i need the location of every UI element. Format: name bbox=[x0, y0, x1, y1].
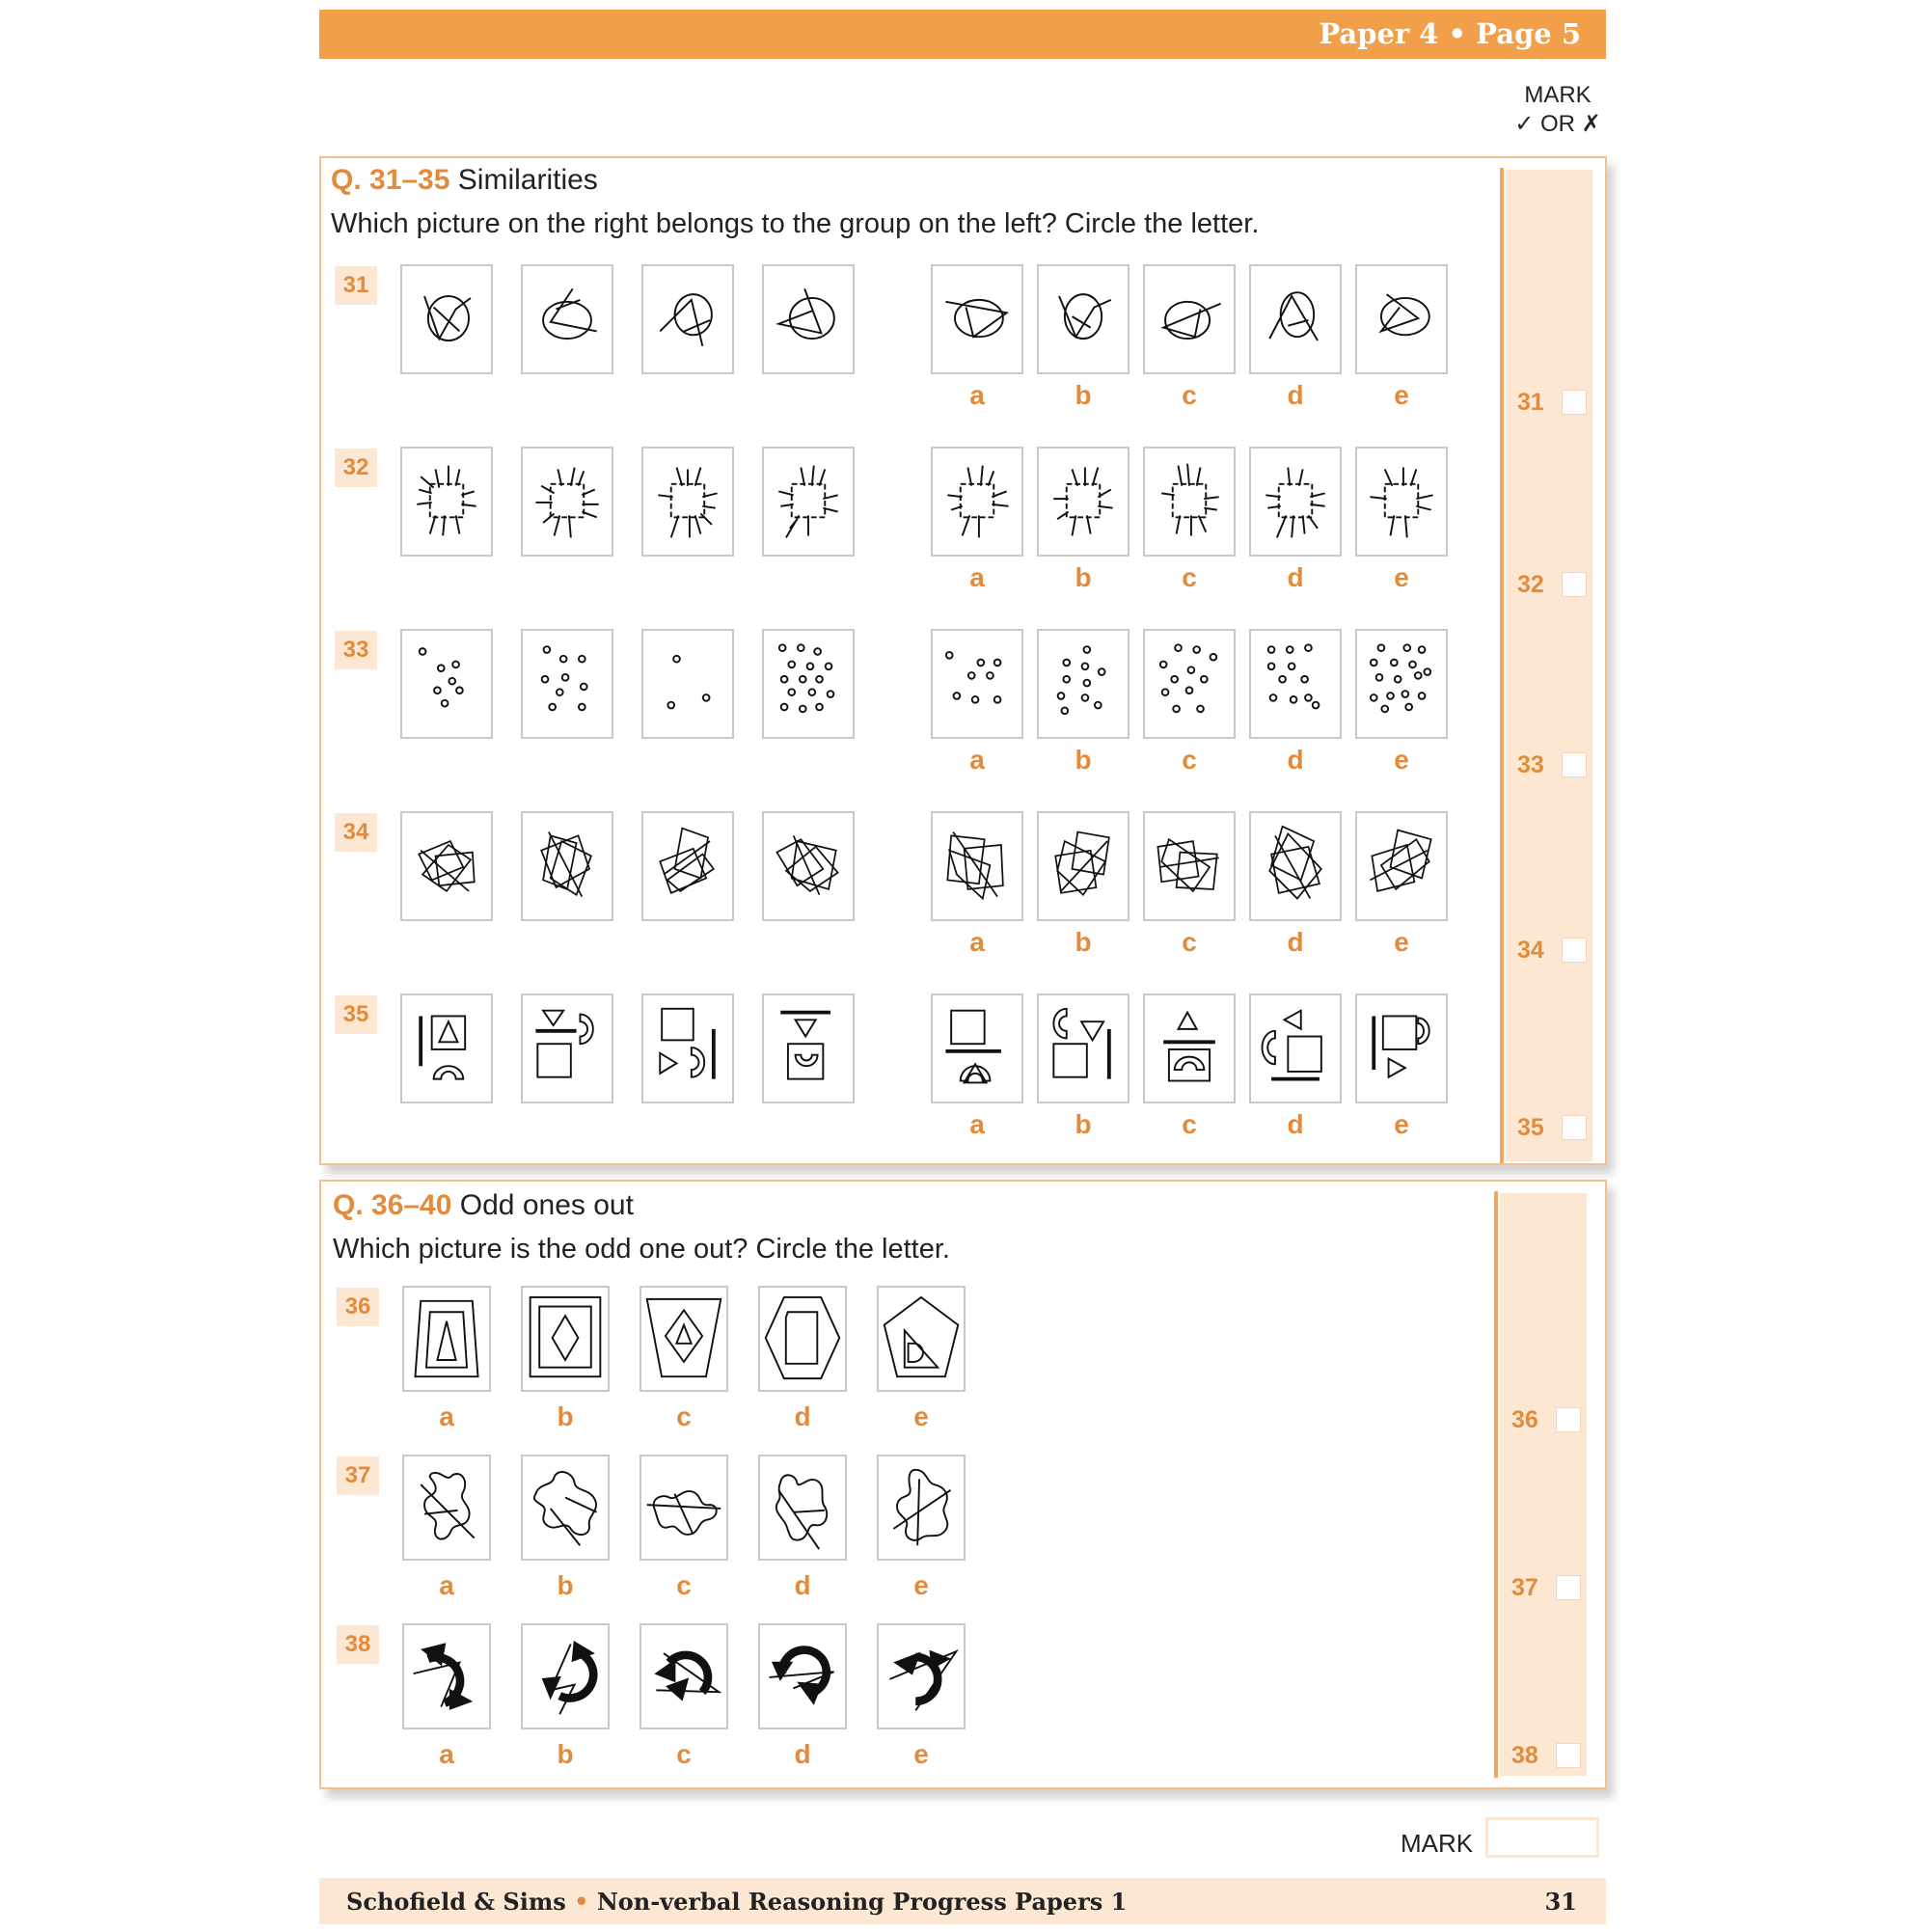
mark-item-33 bbox=[1517, 750, 1587, 779]
q32-group-figure-3 bbox=[641, 447, 734, 557]
q32-option-d[interactable] bbox=[1249, 447, 1342, 557]
section-name: Odd ones out bbox=[459, 1189, 634, 1221]
q33-option-c[interactable] bbox=[1143, 629, 1236, 739]
mark-strip bbox=[1506, 170, 1592, 1161]
mark-strip-divider bbox=[1500, 168, 1504, 1163]
q36-option-a[interactable] bbox=[402, 1286, 491, 1392]
q35-letter-a[interactable]: a bbox=[969, 1109, 985, 1139]
q31-letter-d[interactable]: d bbox=[1287, 380, 1304, 410]
q36-letter-e[interactable]: e bbox=[913, 1401, 929, 1431]
odd-ones-out-section bbox=[319, 1180, 1607, 1789]
mark-number: 36 bbox=[1511, 1405, 1538, 1433]
q34-option-b[interactable] bbox=[1037, 811, 1129, 921]
mark-checkbox-38[interactable] bbox=[1556, 1743, 1581, 1768]
q37-letter-c[interactable]: c bbox=[676, 1570, 692, 1600]
q34-group-figure-4 bbox=[762, 811, 855, 921]
q38-letter-a[interactable]: a bbox=[439, 1739, 454, 1769]
q32-letter-a[interactable]: a bbox=[969, 562, 985, 592]
section-range: Q. 31–35 bbox=[331, 164, 450, 196]
header-bar bbox=[319, 10, 1606, 59]
section-title bbox=[333, 1189, 634, 1222]
mark-number: 32 bbox=[1517, 570, 1544, 598]
mark-column-heading bbox=[1505, 81, 1611, 139]
mark-item-34 bbox=[1517, 936, 1587, 965]
q31-option-c[interactable] bbox=[1143, 264, 1236, 374]
q37-option-d[interactable] bbox=[758, 1455, 847, 1561]
mark-strip-divider bbox=[1494, 1191, 1498, 1778]
section-title bbox=[331, 164, 598, 197]
q33-option-a[interactable] bbox=[931, 629, 1023, 739]
section-name: Similarities bbox=[457, 164, 598, 196]
question-number-32: 32 bbox=[335, 449, 377, 487]
q36-option-e[interactable] bbox=[877, 1286, 966, 1392]
section-range: Q. 36–40 bbox=[333, 1189, 452, 1221]
q37-option-e[interactable] bbox=[877, 1455, 966, 1561]
q33-option-e[interactable] bbox=[1355, 629, 1448, 739]
mark-item-36 bbox=[1511, 1405, 1581, 1434]
mark-checkbox-35[interactable] bbox=[1562, 1115, 1587, 1140]
mark-item-35 bbox=[1517, 1113, 1587, 1142]
q32-option-a[interactable] bbox=[931, 447, 1023, 557]
q38-option-b[interactable] bbox=[521, 1623, 610, 1729]
q37-option-c[interactable] bbox=[639, 1455, 728, 1561]
q32-letter-d[interactable]: d bbox=[1287, 562, 1304, 592]
q31-letter-b[interactable]: b bbox=[1075, 380, 1092, 410]
q32-letter-b[interactable]: b bbox=[1075, 562, 1092, 592]
q34-option-c[interactable] bbox=[1143, 811, 1236, 921]
mark-strip bbox=[1500, 1193, 1587, 1776]
q32-group-figure-2 bbox=[521, 447, 613, 557]
mark-checkbox-34[interactable] bbox=[1562, 938, 1587, 963]
question-number-31: 31 bbox=[335, 266, 377, 305]
q37-letter-b[interactable]: b bbox=[557, 1570, 574, 1600]
mark-number: 38 bbox=[1511, 1741, 1538, 1769]
q31-group-figure-4 bbox=[762, 264, 855, 374]
q31-letter-e[interactable]: e bbox=[1394, 380, 1409, 410]
q38-letter-d[interactable]: d bbox=[794, 1739, 811, 1769]
q35-option-c[interactable] bbox=[1143, 993, 1236, 1103]
footer-book-title: Non-verbal Reasoning Progress Papers 1 bbox=[596, 1888, 1128, 1916]
q33-option-d[interactable] bbox=[1249, 629, 1342, 739]
q34-option-d[interactable] bbox=[1249, 811, 1342, 921]
q35-letter-e[interactable]: e bbox=[1394, 1109, 1409, 1139]
q33-group-figure-3 bbox=[641, 629, 734, 739]
q32-option-e[interactable] bbox=[1355, 447, 1448, 557]
q34-letter-d[interactable]: d bbox=[1287, 927, 1304, 957]
q35-option-d[interactable] bbox=[1249, 993, 1342, 1103]
mark-item-37 bbox=[1511, 1573, 1581, 1602]
q34-group-figure-2 bbox=[521, 811, 613, 921]
q34-group-figure-3 bbox=[641, 811, 734, 921]
q33-letter-c[interactable]: c bbox=[1182, 745, 1197, 775]
q31-option-b[interactable] bbox=[1037, 264, 1129, 374]
q32-letter-c[interactable]: c bbox=[1182, 562, 1197, 592]
mark-checkbox-31[interactable] bbox=[1562, 390, 1587, 415]
mark-total-box[interactable] bbox=[1485, 1817, 1599, 1858]
q31-option-a[interactable] bbox=[931, 264, 1023, 374]
footer-separator: • bbox=[574, 1888, 589, 1916]
mark-number: 31 bbox=[1517, 388, 1544, 416]
mark-checkbox-33[interactable] bbox=[1562, 752, 1587, 777]
footer-title bbox=[346, 1888, 1127, 1916]
q38-option-d[interactable] bbox=[758, 1623, 847, 1729]
q32-letter-e[interactable]: e bbox=[1394, 562, 1409, 592]
q35-option-e[interactable] bbox=[1355, 993, 1448, 1103]
q32-option-b[interactable] bbox=[1037, 447, 1129, 557]
mark-number: 33 bbox=[1517, 750, 1544, 778]
q33-letter-d[interactable]: d bbox=[1287, 745, 1304, 775]
q33-group-figure-2 bbox=[521, 629, 613, 739]
question-number-36: 36 bbox=[337, 1288, 379, 1326]
q34-option-a[interactable] bbox=[931, 811, 1023, 921]
question-number-35: 35 bbox=[335, 995, 377, 1034]
q37-option-b[interactable] bbox=[521, 1455, 610, 1561]
q36-option-b[interactable] bbox=[521, 1286, 610, 1392]
q31-letter-a[interactable]: a bbox=[969, 380, 985, 410]
similarities-section bbox=[319, 156, 1607, 1165]
mark-total-label: MARK bbox=[1401, 1829, 1474, 1858]
q35-group-figure-3 bbox=[641, 993, 734, 1103]
mark-heading-line1: MARK bbox=[1524, 82, 1592, 108]
page-header-title: Paper 4 • Page 5 bbox=[1319, 17, 1581, 50]
question-number-33: 33 bbox=[335, 631, 377, 669]
q38-option-e[interactable] bbox=[877, 1623, 966, 1729]
mark-item-31 bbox=[1517, 388, 1587, 417]
q31-letter-c[interactable]: c bbox=[1182, 380, 1197, 410]
question-number-38: 38 bbox=[337, 1625, 379, 1664]
q37-letter-a[interactable]: a bbox=[439, 1570, 454, 1600]
q33-letter-b[interactable]: b bbox=[1075, 745, 1092, 775]
q36-option-c[interactable] bbox=[639, 1286, 728, 1392]
q38-letter-c[interactable]: c bbox=[676, 1739, 692, 1769]
q31-group-figure-1 bbox=[400, 264, 493, 374]
q37-letter-e[interactable]: e bbox=[913, 1570, 929, 1600]
question-number-37: 37 bbox=[337, 1456, 379, 1495]
q32-group-figure-4 bbox=[762, 447, 855, 557]
footer-bar bbox=[319, 1878, 1606, 1924]
q31-option-d[interactable] bbox=[1249, 264, 1342, 374]
mark-checkbox-37[interactable] bbox=[1556, 1575, 1581, 1600]
q33-group-figure-4 bbox=[762, 629, 855, 739]
q37-letter-d[interactable]: d bbox=[794, 1570, 811, 1600]
q36-letter-a[interactable]: a bbox=[439, 1401, 454, 1431]
q33-letter-e[interactable]: e bbox=[1394, 745, 1409, 775]
section-instruction: Which picture on the right belongs to the group on the left? Circle the letter. bbox=[331, 208, 1260, 239]
q31-option-e[interactable] bbox=[1355, 264, 1448, 374]
mark-number: 37 bbox=[1511, 1573, 1538, 1601]
q36-letter-d[interactable]: d bbox=[794, 1401, 811, 1431]
q35-group-figure-1 bbox=[400, 993, 493, 1103]
mark-item-38 bbox=[1511, 1741, 1581, 1770]
q32-group-figure-1 bbox=[400, 447, 493, 557]
mark-checkbox-36[interactable] bbox=[1556, 1407, 1581, 1432]
q37-option-a[interactable] bbox=[402, 1455, 491, 1561]
footer-publisher: Schofield & Sims bbox=[346, 1888, 566, 1916]
q35-group-figure-4 bbox=[762, 993, 855, 1103]
q36-letter-c[interactable]: c bbox=[676, 1401, 692, 1431]
q34-letter-e[interactable]: e bbox=[1394, 927, 1409, 957]
q38-option-c[interactable] bbox=[639, 1623, 728, 1729]
q34-group-figure-1 bbox=[400, 811, 493, 921]
q32-option-c[interactable] bbox=[1143, 447, 1236, 557]
question-number-34: 34 bbox=[335, 813, 377, 852]
q36-option-d[interactable] bbox=[758, 1286, 847, 1392]
section-instruction: Which picture is the odd one out? Circle the letter. bbox=[333, 1234, 950, 1265]
mark-item-32 bbox=[1517, 570, 1587, 599]
q36-letter-b[interactable]: b bbox=[557, 1401, 574, 1431]
q34-letter-a[interactable]: a bbox=[969, 927, 985, 957]
q38-letter-e[interactable]: e bbox=[913, 1739, 929, 1769]
q35-letter-b[interactable]: b bbox=[1075, 1109, 1092, 1139]
q35-letter-c[interactable]: c bbox=[1182, 1109, 1197, 1139]
q33-letter-a[interactable]: a bbox=[969, 745, 985, 775]
q31-group-figure-3 bbox=[641, 264, 734, 374]
q31-group-figure-2 bbox=[521, 264, 613, 374]
mark-number: 35 bbox=[1517, 1113, 1544, 1141]
mark-number: 34 bbox=[1517, 936, 1544, 964]
mark-heading-line2: ✓ OR ✗ bbox=[1514, 111, 1601, 137]
page-number: 31 bbox=[1544, 1888, 1577, 1916]
mark-checkbox-32[interactable] bbox=[1562, 572, 1587, 597]
q33-group-figure-1 bbox=[400, 629, 493, 739]
q34-letter-b[interactable]: b bbox=[1075, 927, 1092, 957]
q34-letter-c[interactable]: c bbox=[1182, 927, 1197, 957]
q35-option-b[interactable] bbox=[1037, 993, 1129, 1103]
q38-letter-b[interactable]: b bbox=[557, 1739, 574, 1769]
q35-option-a[interactable] bbox=[931, 993, 1023, 1103]
q35-letter-d[interactable]: d bbox=[1287, 1109, 1304, 1139]
q34-option-e[interactable] bbox=[1355, 811, 1448, 921]
q33-option-b[interactable] bbox=[1037, 629, 1129, 739]
q38-option-a[interactable] bbox=[402, 1623, 491, 1729]
q35-group-figure-2 bbox=[521, 993, 613, 1103]
